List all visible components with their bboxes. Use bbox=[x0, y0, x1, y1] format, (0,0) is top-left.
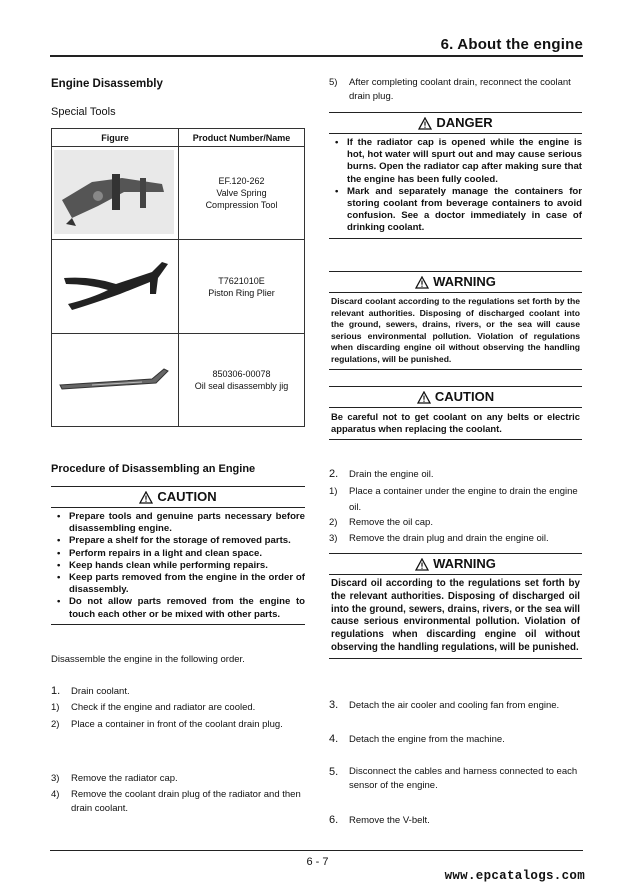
figure-cell bbox=[52, 240, 179, 334]
substep bbox=[51, 788, 305, 816]
step-text: Drain coolant. bbox=[71, 686, 130, 697]
page-number: 6 - 7 bbox=[306, 856, 329, 868]
substeps-1b bbox=[51, 772, 305, 816]
figure-cell bbox=[52, 147, 179, 240]
list-item: • Prepare tools and genuine parts necessary before disassembling engine. bbox=[69, 511, 305, 535]
substep bbox=[329, 484, 582, 515]
table-row bbox=[52, 240, 305, 334]
substep-number: 4) bbox=[51, 789, 60, 800]
table-row bbox=[52, 147, 305, 240]
warning-triangle-icon bbox=[418, 117, 432, 130]
warning-triangle-icon bbox=[415, 558, 429, 571]
list-item: • Mark and separately manage the containers for storing coolant from beverage containers to avoid confusion. See a doctor immediately in case of drinking coolant. bbox=[347, 186, 582, 235]
substep-number: 1) bbox=[51, 702, 60, 713]
warning-box-2 bbox=[329, 553, 582, 659]
substep bbox=[329, 531, 582, 547]
substep-number: 3) bbox=[51, 773, 60, 784]
warning-triangle-icon bbox=[417, 391, 431, 404]
danger-title bbox=[329, 113, 582, 134]
step-text: Detach the engine from the machine. bbox=[349, 734, 505, 745]
substep-number: 3) bbox=[329, 532, 338, 544]
substep-5 bbox=[329, 76, 582, 104]
warning-label: WARNING bbox=[433, 556, 496, 571]
product-number: EF.120-262 bbox=[218, 176, 265, 186]
page-title: 6. About the engine bbox=[440, 36, 583, 53]
valve-spring-compression-tool-icon bbox=[52, 148, 176, 236]
product-cell bbox=[179, 334, 305, 427]
warning-title bbox=[329, 272, 582, 293]
substep-number: 5) bbox=[329, 77, 338, 88]
warning-label: WARNING bbox=[433, 274, 496, 289]
step-number: 5. bbox=[329, 766, 339, 778]
warning-text: Discard coolant according to the regulations set forth by the relevant authorities. Disposing of discharged coolant into the ground, sewers, drains, rivers, or the sea will cause serious environmental pollution. Violation of regulations when discarding engine oil without observing the handling regulations, will be punished. bbox=[331, 296, 580, 364]
watermark: www.epcatalogs.com bbox=[444, 869, 585, 883]
substep-text: Remove the radiator cap. bbox=[71, 773, 178, 784]
step-text: Disconnect the cables and harness connected to each sensor of the engine. bbox=[349, 766, 578, 791]
caution-label: CAUTION bbox=[157, 489, 217, 504]
step-3 bbox=[329, 698, 559, 713]
step-2 bbox=[329, 467, 434, 482]
caution-label: CAUTION bbox=[434, 389, 495, 404]
figure-cell bbox=[52, 334, 179, 427]
step-number: 2. bbox=[329, 468, 339, 480]
column-header-product: Product Number/Name bbox=[179, 129, 305, 147]
substep-text: Remove the drain plug and drain the engine oil. bbox=[349, 532, 549, 544]
step-number: 3. bbox=[329, 699, 339, 711]
list-item: • Do not allow parts removed from the engine to touch each other or be mixed with other parts. bbox=[69, 596, 305, 620]
step-text: Detach the air cooler and cooling fan from engine. bbox=[349, 700, 560, 711]
column-header-figure: Figure bbox=[52, 129, 179, 147]
substep bbox=[51, 718, 305, 732]
substep-text: Check if the engine and radiator are cooled. bbox=[71, 702, 256, 713]
caution-text: Be careful not to get coolant on any belts or electric apparatus when replacing the coolant. bbox=[331, 411, 580, 435]
substep-text: Remove the oil cap. bbox=[349, 517, 433, 528]
list-item: • Perform repairs in a light and clean space. bbox=[69, 548, 305, 560]
caution-title bbox=[329, 387, 582, 408]
product-name-line2: Compression Tool bbox=[205, 200, 278, 210]
danger-list bbox=[329, 137, 582, 235]
step-5 bbox=[329, 765, 582, 793]
caution-title bbox=[51, 487, 305, 508]
list-item: • Keep parts removed from the engine in the order of disassembly. bbox=[69, 572, 305, 596]
substep bbox=[51, 772, 305, 786]
list-item: • Keep hands clean while performing repairs. bbox=[69, 560, 305, 572]
special-tools-table bbox=[51, 128, 305, 427]
substeps-1 bbox=[51, 701, 305, 732]
substep-number: 1) bbox=[329, 486, 338, 497]
product-name: Piston Ring Plier bbox=[208, 287, 275, 298]
substep-text: After completing coolant drain, reconnect the coolant drain plug. bbox=[349, 77, 571, 102]
warning-triangle-icon bbox=[415, 276, 429, 289]
warning-title bbox=[329, 554, 582, 575]
step-1 bbox=[51, 684, 130, 699]
substep bbox=[329, 515, 582, 531]
step-number: 6. bbox=[329, 814, 339, 826]
product-number: 850306-00078 bbox=[212, 369, 271, 379]
warning-triangle-icon bbox=[139, 491, 153, 504]
footer-rule bbox=[50, 850, 583, 851]
substep-number: 2) bbox=[329, 517, 338, 528]
danger-box bbox=[329, 112, 582, 239]
caution-list bbox=[51, 511, 305, 621]
product-number: T7621010E bbox=[218, 275, 265, 286]
substep-text: Place a container in front of the coolant drain plug. bbox=[71, 719, 283, 730]
substeps-2 bbox=[329, 484, 582, 546]
caution-box-2 bbox=[329, 386, 582, 440]
substep-text: Place a container under the engine to drain the engine oil. bbox=[349, 486, 578, 513]
warning-text: Discard oil according to the regulations set forth by the relevant authorities. Disposing of discharged oil into the ground, sewers, drains, rivers, or the sea will cause serious environmental pollution. Violation of regulations when discarding engine oil without observing the handling regulations, will be punished. bbox=[331, 578, 580, 653]
danger-label: DANGER bbox=[436, 115, 493, 130]
substep bbox=[51, 701, 305, 715]
product-name: Valve Spring bbox=[216, 188, 267, 198]
step-6 bbox=[329, 813, 430, 828]
list-item: • Prepare a shelf for the storage of removed parts. bbox=[69, 535, 305, 547]
step-text: Remove the V-belt. bbox=[349, 815, 430, 826]
list-item: • If the radiator cap is opened while the engine is hot, hot water will spurt out and may cause serious burns. Open the radiator cap after making sure that the engine has been fully cooled. bbox=[347, 137, 582, 186]
product-cell bbox=[179, 240, 305, 334]
table-header-row bbox=[52, 129, 305, 147]
substep-number: 2) bbox=[51, 719, 60, 730]
special-tools-heading: Special Tools bbox=[51, 106, 116, 118]
table-row bbox=[52, 334, 305, 427]
order-text: Disassemble the engine in the following order. bbox=[51, 654, 245, 665]
step-number: 1. bbox=[51, 685, 61, 697]
oil-seal-jig-icon bbox=[52, 335, 176, 423]
step-text: Drain the engine oil. bbox=[349, 469, 434, 480]
step-number: 4. bbox=[329, 733, 339, 745]
product-cell bbox=[179, 147, 305, 240]
piston-ring-plier-icon bbox=[52, 242, 176, 330]
header-rule bbox=[50, 55, 583, 57]
substep-text: Remove the coolant drain plug of the radiator and then drain coolant. bbox=[71, 789, 301, 814]
step-4 bbox=[329, 732, 505, 747]
product-name: Oil seal disassembly jig bbox=[194, 381, 289, 391]
procedure-heading: Procedure of Disassembling an Engine bbox=[51, 463, 256, 475]
section-heading: Engine Disassembly bbox=[51, 78, 163, 90]
caution-box bbox=[51, 486, 305, 625]
warning-box bbox=[329, 271, 582, 370]
